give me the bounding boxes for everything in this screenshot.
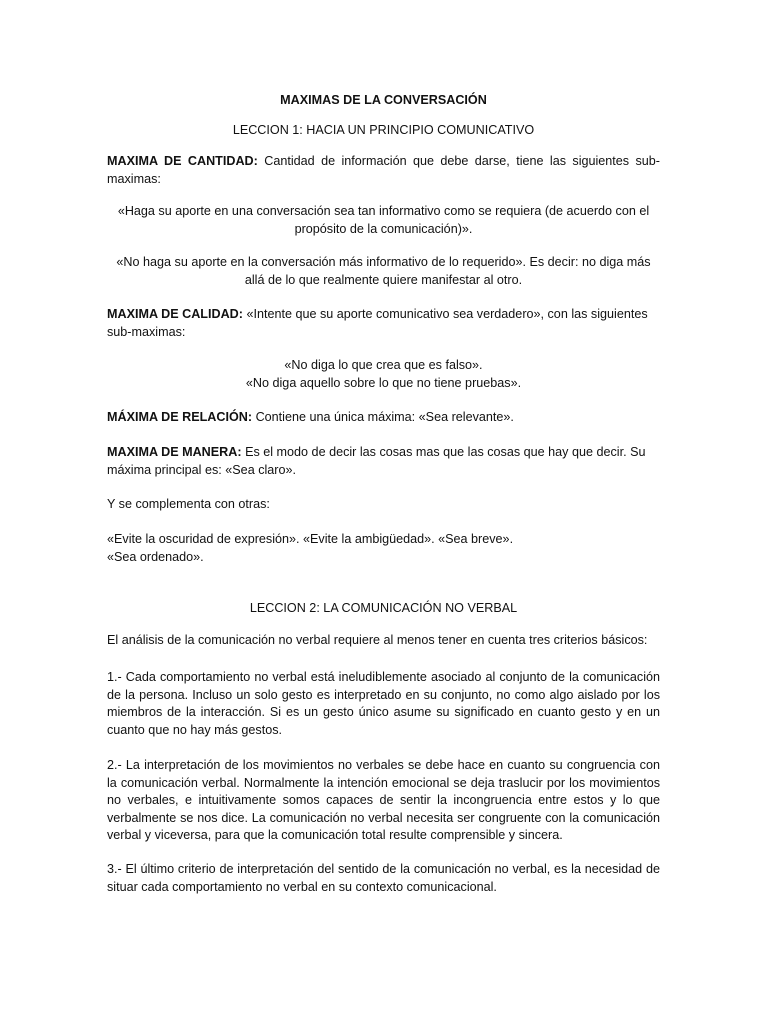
maxima-relacion-label: MÁXIMA DE RELACIÓN: — [107, 410, 253, 424]
calidad-quote-1: «No diga lo que crea que es falso». — [284, 358, 483, 372]
maxima-relacion-paragraph — [107, 409, 660, 427]
maxima-calidad-label: MAXIMA DE CALIDAD: — [107, 307, 243, 321]
cantidad-quote-1: «Haga su aporte en una conversación sea tan informativo como se requiera (de acuerdo con el propósito de la comunicación)». — [117, 204, 650, 236]
maxima-relacion-text: Contiene una única máxima: «Sea relevante». — [255, 410, 514, 424]
complement-list — [107, 531, 660, 566]
maxima-manera-paragraph — [107, 444, 660, 479]
maxima-cantidad-label: MAXIMA DE CANTIDAD: — [107, 154, 258, 168]
document-title: MAXIMAS DE LA CONVERSACIÓN — [280, 93, 487, 107]
lesson1-heading: LECCION 1: HACIA UN PRINCIPIO COMUNICATIVO — [232, 123, 535, 137]
maxima-calidad-paragraph — [107, 306, 660, 341]
cantidad-quote-2: «No haga su aporte en la conversación más informativo de lo requerido». Es decir: no diga más allá de lo que realmente quiere manifestar al otro. — [116, 255, 651, 287]
lesson2-heading: LECCION 2: LA COMUNICACIÓN NO VERBAL — [249, 601, 518, 615]
calidad-quotes — [107, 357, 660, 392]
maxima-cantidad-text: Cantidad de información que debe darse, tiene las siguientes sub-maximas: — [107, 154, 661, 186]
complement-line-2: «Sea ordenado». — [107, 549, 204, 564]
maxima-cantidad-paragraph — [107, 153, 660, 188]
calidad-quote-2: «No diga aquello sobre lo que no tiene pruebas». — [245, 375, 522, 390]
lesson2-point-2: 2.- La interpretación de los movimientos no verbales se debe hace en cuanto su congruencia con la comunicación verbal. Normalmente la intención emocional se deja traslucir por los movimientos no verbales, e intuitivamente somos capaces de sentir la incongruencia entre estos y lo que verbalmente se nos dice. La comunicación no verbal necesita ser congruente con la comunicación verbal y viceversa, para que la comunicación total resulte comprensible y sincera. — [107, 758, 660, 842]
complement-line-1: «Evite la oscuridad de expresión». «Evite la ambigüedad». «Sea breve». — [107, 532, 514, 546]
maxima-calidad-text: «Intente que su aporte comunicativo sea verdadero», con las siguientes sub-maximas: — [107, 307, 648, 339]
lesson2-intro: El análisis de la comunicación no verbal requiere al menos tener en cuenta tres criterios básicos: — [107, 633, 648, 647]
lesson2-point-3: 3.- El último criterio de interpretación del sentido de la comunicación no verbal, es la necesidad de situar cada comportamiento no verbal en su contexto comunicacional. — [107, 862, 660, 894]
lesson2-point-1: 1.- Cada comportamiento no verbal está ineludiblemente asociado al conjunto de la comunicación de la persona. Incluso un solo gesto es interpretado en su conjunto, no como algo aislado por los miembros de la interacción. Si es un gesto único asume su significado en cuanto gesto y en un cuanto que no hay más gestos. — [107, 670, 660, 737]
maxima-manera-label: MAXIMA DE MANERA: — [107, 445, 242, 459]
complement-intro: Y se complementa con otras: — [107, 497, 270, 511]
maxima-manera-text: Es el modo de decir las cosas mas que las cosas que hay que decir. Su máxima principal es: «Sea claro». — [107, 445, 646, 477]
